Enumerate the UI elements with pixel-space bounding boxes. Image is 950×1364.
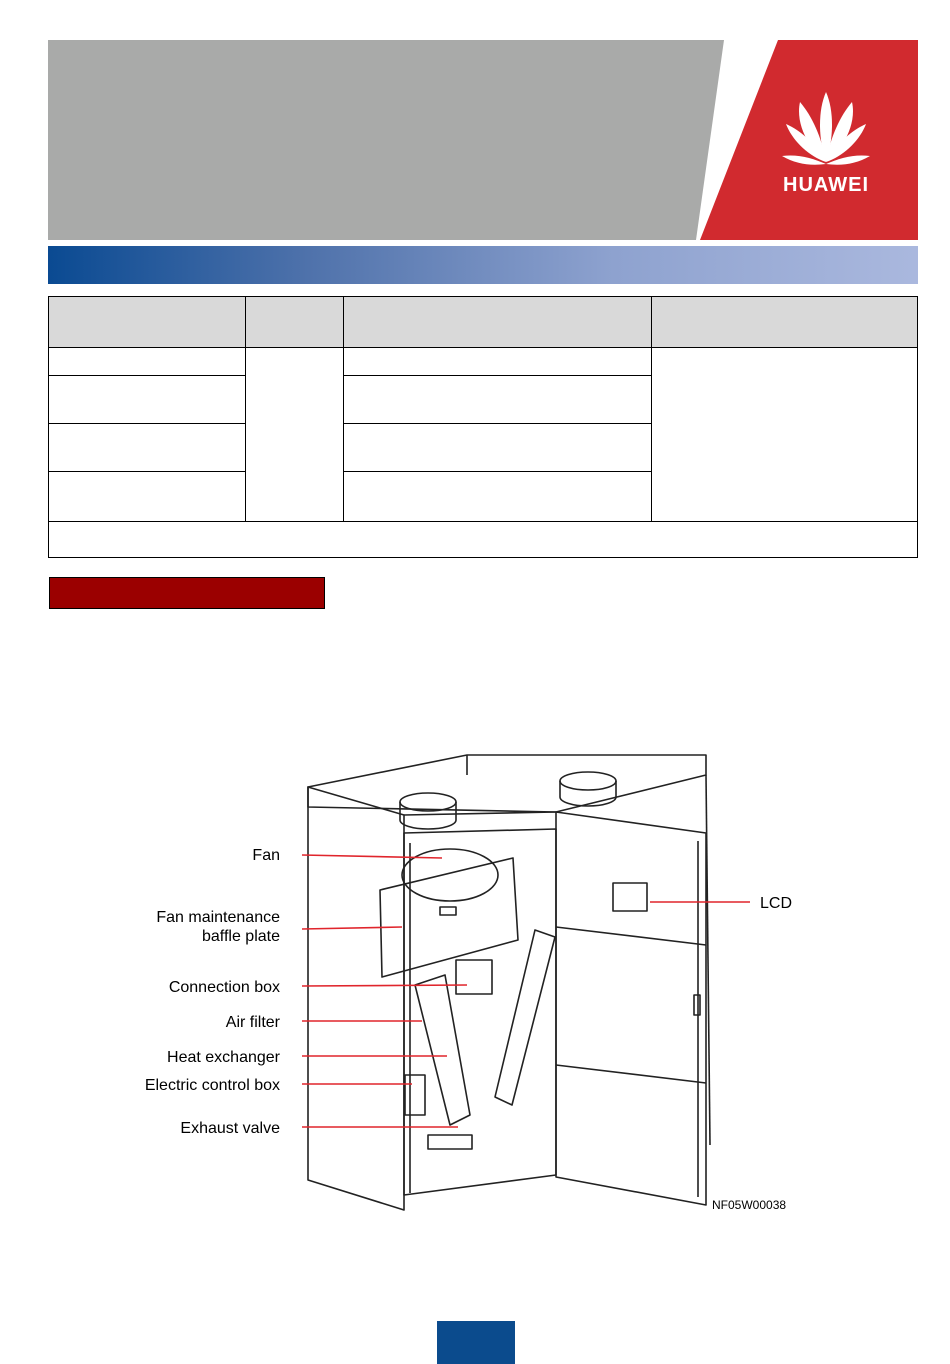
table-cell [49,472,246,522]
label-heat-exchanger: Heat exchanger [167,1049,280,1066]
table-cell [49,522,918,558]
figure-id: NF05W00038 [712,1198,787,1212]
header-cell [49,297,246,348]
table-cell [344,376,652,424]
page-number-box [437,1321,515,1364]
table-header-row [49,297,918,348]
table-cell [652,348,918,522]
label-exhaust-valve: Exhaust valve [180,1120,280,1137]
cabinet-left-side [308,787,404,1210]
label-fan-maintenance-baffle-plate: Fan maintenance baffle plate [156,909,280,945]
fan-top-right [560,772,616,790]
table-cell [49,348,246,376]
label-lcd: LCD [760,895,793,912]
spec-table [48,296,918,558]
label-connection-box: Connection box [168,979,280,996]
label-air-filter: Air filter [225,1014,280,1031]
header-cell [344,297,652,348]
section-tag [49,577,325,609]
electric-control-box [405,1075,425,1115]
connection-box [456,960,492,994]
table-cell [344,348,652,376]
exhaust-valve [428,1135,472,1149]
label-electric-control-box: Electric control box [144,1077,280,1094]
table-cell [49,376,246,424]
label-fan: Fan [252,847,280,864]
header-banner [48,40,918,240]
table-cell [49,424,246,472]
header-cell [246,297,344,348]
equipment-diagram [110,715,830,1215]
heat-exchanger [415,975,470,1125]
cabinet-top [308,755,706,812]
table-footer-row [49,522,918,558]
fan-top-left [400,793,456,811]
table-cell [246,348,344,522]
brand-logo-text: HUAWEI [783,174,869,196]
cabinet-door [556,812,706,1205]
header-cell [652,297,918,348]
section-title-bar [48,246,918,284]
lcd-panel [613,883,647,911]
table-cell [344,424,652,472]
table-row [49,348,918,376]
table-cell [344,472,652,522]
